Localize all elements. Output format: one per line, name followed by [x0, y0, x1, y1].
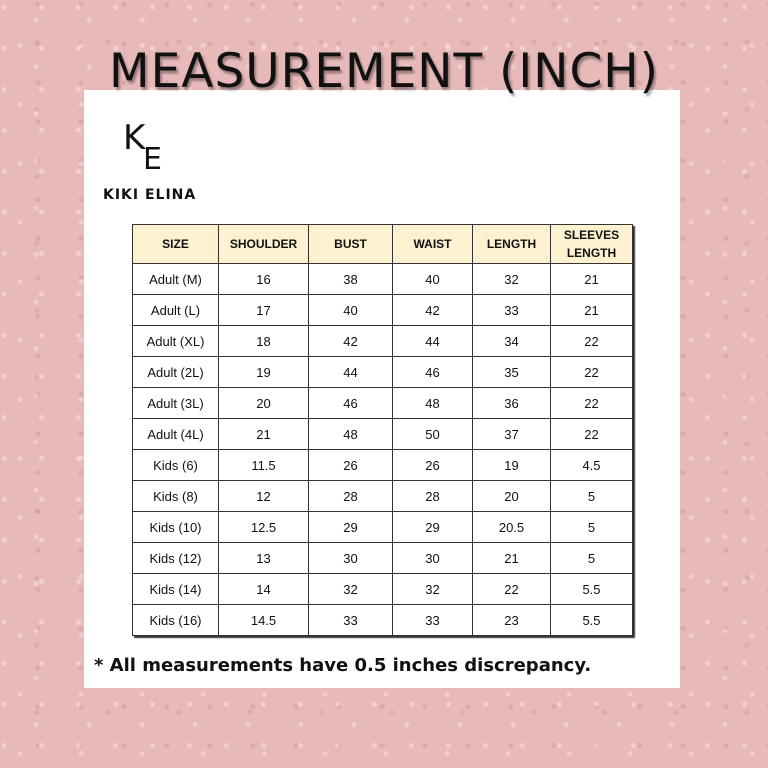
table-row — [133, 264, 633, 295]
cell-length: 22 — [473, 574, 551, 605]
column-header-waist: WAIST — [393, 225, 473, 264]
cell-size: Adult (4L) — [133, 419, 219, 450]
cell-bust: 48 — [309, 419, 393, 450]
cell-waist: 26 — [393, 450, 473, 481]
column-header-shoulder: SHOULDER — [219, 225, 309, 264]
cell-shoulder: 12 — [219, 481, 309, 512]
table-header-row — [133, 225, 633, 264]
cell-length: 32 — [473, 264, 551, 295]
table-row — [133, 295, 633, 326]
cell-sleeves-length: 5 — [551, 481, 633, 512]
table-row — [133, 605, 633, 636]
cell-bust: 42 — [309, 326, 393, 357]
logo-monogram — [123, 120, 171, 180]
table-row — [133, 450, 633, 481]
cell-bust: 32 — [309, 574, 393, 605]
cell-size: Adult (XL) — [133, 326, 219, 357]
cell-sleeves-length: 5 — [551, 543, 633, 574]
cell-shoulder: 13 — [219, 543, 309, 574]
cell-shoulder: 14.5 — [219, 605, 309, 636]
logo-letter-e: E — [143, 142, 162, 177]
cell-size: Adult (M) — [133, 264, 219, 295]
cell-shoulder: 20 — [219, 388, 309, 419]
size-chart-card — [84, 90, 680, 688]
cell-length: 34 — [473, 326, 551, 357]
cell-waist: 33 — [393, 605, 473, 636]
column-header-bust: BUST — [309, 225, 393, 264]
cell-bust: 30 — [309, 543, 393, 574]
cell-length: 35 — [473, 357, 551, 388]
cell-bust: 46 — [309, 388, 393, 419]
table-row — [133, 326, 633, 357]
cell-size: Kids (6) — [133, 450, 219, 481]
cell-size: Adult (3L) — [133, 388, 219, 419]
cell-sleeves-length: 22 — [551, 388, 633, 419]
cell-length: 19 — [473, 450, 551, 481]
cell-bust: 26 — [309, 450, 393, 481]
cell-sleeves-length: 21 — [551, 295, 633, 326]
cell-sleeves-length: 22 — [551, 326, 633, 357]
cell-waist: 29 — [393, 512, 473, 543]
cell-shoulder: 18 — [219, 326, 309, 357]
cell-waist: 46 — [393, 357, 473, 388]
cell-shoulder: 11.5 — [219, 450, 309, 481]
cell-waist: 40 — [393, 264, 473, 295]
cell-waist: 30 — [393, 543, 473, 574]
cell-length: 21 — [473, 543, 551, 574]
cell-shoulder: 17 — [219, 295, 309, 326]
cell-shoulder: 16 — [219, 264, 309, 295]
table-row — [133, 481, 633, 512]
cell-size: Kids (16) — [133, 605, 219, 636]
cell-waist: 44 — [393, 326, 473, 357]
cell-sleeves-length: 4.5 — [551, 450, 633, 481]
cell-shoulder: 14 — [219, 574, 309, 605]
cell-waist: 28 — [393, 481, 473, 512]
table-row — [133, 574, 633, 605]
cell-length: 20.5 — [473, 512, 551, 543]
cell-length: 36 — [473, 388, 551, 419]
table-row — [133, 543, 633, 574]
logo-letter-k: K — [123, 118, 146, 158]
cell-size: Kids (12) — [133, 543, 219, 574]
discrepancy-note: * All measurements have 0.5 inches discrepancy. — [94, 655, 592, 676]
table-body — [133, 264, 633, 636]
cell-sleeves-length: 22 — [551, 357, 633, 388]
cell-size: Adult (2L) — [133, 357, 219, 388]
cell-waist: 42 — [393, 295, 473, 326]
cell-size: Adult (L) — [133, 295, 219, 326]
cell-shoulder: 19 — [219, 357, 309, 388]
cell-length: 20 — [473, 481, 551, 512]
table-row — [133, 419, 633, 450]
cell-sleeves-length: 5 — [551, 512, 633, 543]
cell-size: Kids (10) — [133, 512, 219, 543]
column-header-sleeves-length: SLEEVES LENGTH — [551, 225, 633, 264]
cell-bust: 44 — [309, 357, 393, 388]
cell-bust: 28 — [309, 481, 393, 512]
cell-length: 23 — [473, 605, 551, 636]
cell-size: Kids (14) — [133, 574, 219, 605]
cell-shoulder: 12.5 — [219, 512, 309, 543]
cell-bust: 29 — [309, 512, 393, 543]
cell-shoulder: 21 — [219, 419, 309, 450]
table-row — [133, 357, 633, 388]
cell-sleeves-length: 5.5 — [551, 605, 633, 636]
cell-bust: 33 — [309, 605, 393, 636]
cell-size: Kids (8) — [133, 481, 219, 512]
brand-logo — [103, 120, 203, 206]
cell-sleeves-length: 22 — [551, 419, 633, 450]
cell-bust: 38 — [309, 264, 393, 295]
cell-length: 37 — [473, 419, 551, 450]
cell-waist: 50 — [393, 419, 473, 450]
cell-bust: 40 — [309, 295, 393, 326]
brand-name: KIKI ELINA — [103, 187, 197, 203]
cell-waist: 48 — [393, 388, 473, 419]
cell-length: 33 — [473, 295, 551, 326]
column-header-size: SIZE — [133, 225, 219, 264]
size-table — [132, 224, 633, 636]
column-header-length: LENGTH — [473, 225, 551, 264]
page-title: MEASUREMENT (INCH) — [109, 44, 659, 99]
cell-sleeves-length: 21 — [551, 264, 633, 295]
cell-sleeves-length: 5.5 — [551, 574, 633, 605]
cell-waist: 32 — [393, 574, 473, 605]
table-row — [133, 388, 633, 419]
table-row — [133, 512, 633, 543]
